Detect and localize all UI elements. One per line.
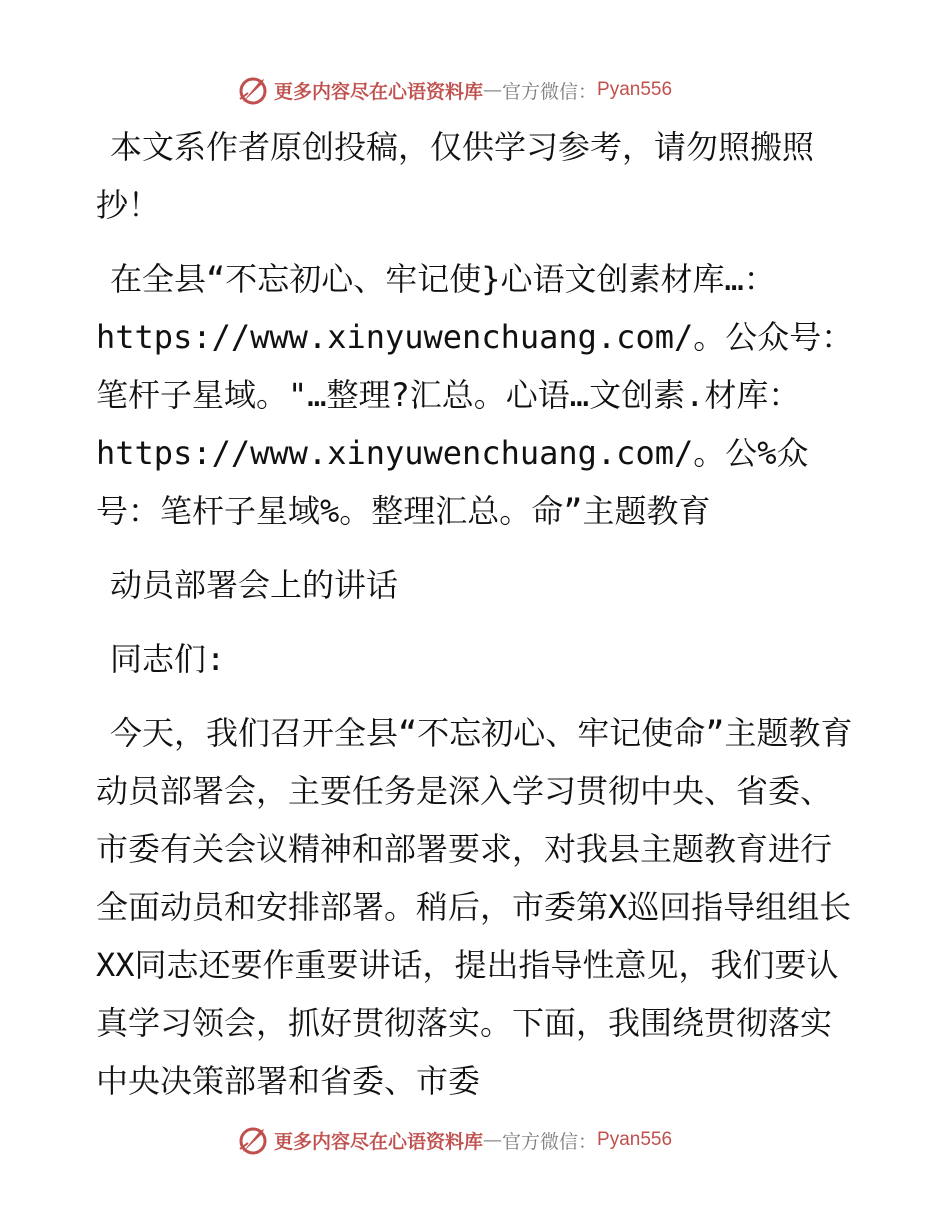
body-paragraph — [96, 704, 856, 1110]
title-paragraph — [96, 250, 856, 540]
watermark-separator: — — [483, 79, 503, 101]
watermark-brand: 更多内容尽在心语资料库 — [274, 80, 484, 103]
notice-text: 本文系作者原创投稿，仅供学习参考，请勿照搬照抄！ — [96, 128, 815, 224]
document-body — [96, 118, 856, 1126]
greeting-text: 同志们: — [110, 640, 226, 678]
footer-watermark — [236, 1120, 716, 1160]
title-text: 在全县“不忘初心、牢记使}心语文创素材库…：https://www.xinyuwenchuang.com/。公众号：笔杆子星域。"…整理?汇总。心语…文创素.材库：https://www.xinyuwenchuang.com/。公%众号：笔杆子星域%。整理汇总。命”主题教育 — [96, 260, 854, 530]
header-watermark — [236, 70, 716, 110]
quill-circle-logo-icon — [236, 1123, 270, 1157]
title-subline-text: 动员部署会上的讲话 — [110, 566, 399, 604]
quill-circle-logo-icon — [236, 73, 270, 107]
body-paragraph-text: 今天，我们召开全县“不忘初心、牢记使命”主题教育动员部署会，主要任务是深入学习贯彻中央、省委、市委有关会议精神和部署要求，对我县主题教育进行全面动员和安排部署。稍后，市委第X巡回指导组组长XX同志还要作重要讲话，提出指导性意见，我们要认真学习领会，抓好贯彻落实。下面，我围绕贯彻落实中央决策部署和省委、市委 — [96, 714, 853, 1100]
watermark-subtitle: 官方微信： — [502, 1130, 598, 1153]
watermark-subtitle: 官方微信： — [502, 80, 598, 103]
watermark-account: Pyan556 — [597, 79, 673, 100]
greeting-paragraph — [96, 630, 856, 688]
watermark-brand: 更多内容尽在心语资料库 — [274, 1130, 484, 1153]
watermark-account: Pyan556 — [597, 1129, 673, 1150]
title-subline — [96, 556, 856, 614]
notice-paragraph — [96, 118, 856, 234]
watermark-separator: — — [483, 1129, 503, 1151]
